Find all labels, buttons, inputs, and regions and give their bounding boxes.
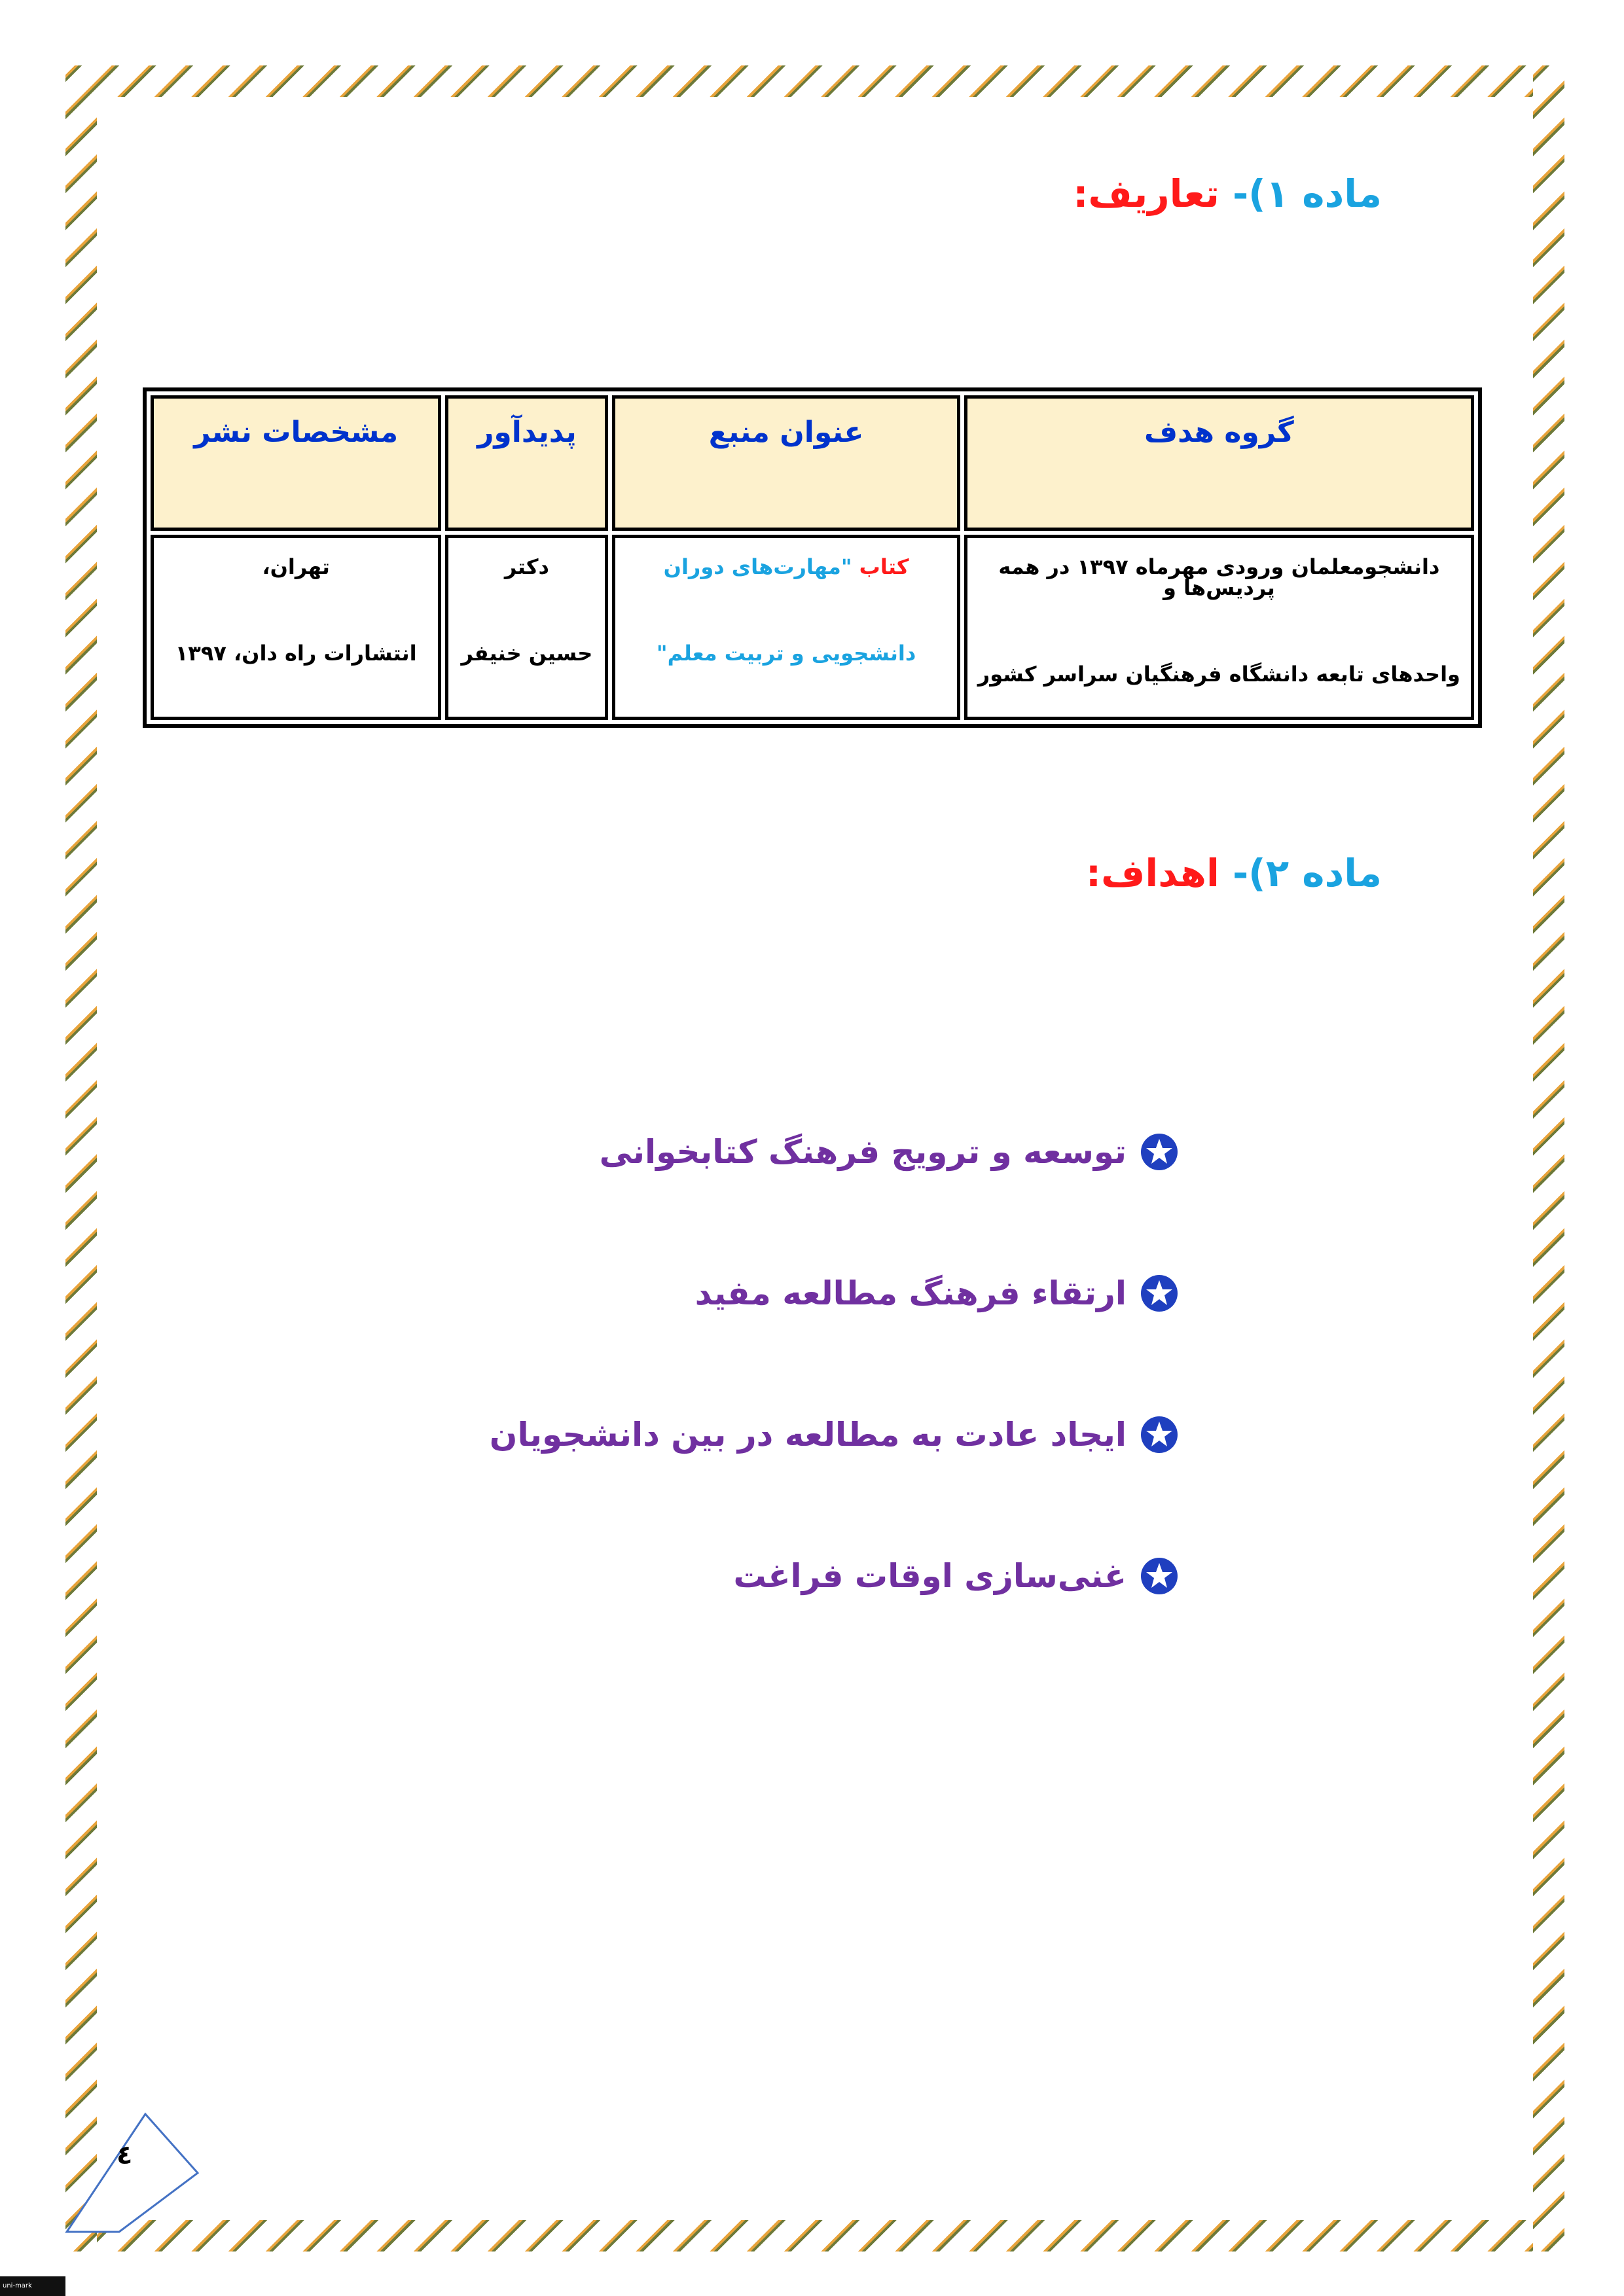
section1-title: تعاریف: <box>1073 171 1219 216</box>
goal-text: توسعه و ترویج فرهنگ کتابخوانی <box>599 1133 1127 1171</box>
goal-text: غنی‌سازی اوقات فراغت <box>733 1557 1127 1595</box>
source-title-line-1 <box>623 556 948 577</box>
list-item <box>490 1537 1179 1615</box>
source-title-line-2: دانشجویی و تربیت معلم" <box>656 641 916 666</box>
table-row <box>151 535 1474 720</box>
star-bullet-icon <box>1140 1556 1179 1596</box>
page-number: ٤ <box>117 2140 133 2170</box>
source-title-part-1: "مهارت‌های دوران <box>663 554 852 579</box>
page-border-top <box>65 65 1564 97</box>
section1-heading <box>1073 171 1382 216</box>
table-header-row <box>151 395 1474 531</box>
page-border-left <box>65 65 97 2251</box>
section1-number: ماده ۱)- <box>1219 171 1382 216</box>
cell-target-group <box>964 535 1474 720</box>
page-border-right <box>1533 65 1564 2251</box>
star-bullet-icon <box>1140 1274 1179 1313</box>
author-line-2: حسین خنیفر <box>461 641 593 666</box>
goal-text: ارتقاء فرهنگ مطالعه مفید <box>695 1274 1127 1312</box>
list-item <box>490 1113 1179 1191</box>
star-bullet-icon <box>1140 1132 1179 1172</box>
publication-line-2: انتشارات راه دان، ۱۳۹۷ <box>175 641 417 666</box>
list-item <box>490 1395 1179 1474</box>
section2-number: ماده ۲)- <box>1219 851 1382 895</box>
section2-heading <box>1086 851 1382 895</box>
header-publication: مشخصات نشر <box>151 395 441 531</box>
goals-list <box>490 1113 1179 1678</box>
section2-title: اهداف: <box>1085 851 1219 895</box>
target-group-line-2: واحدهای تابعه دانشگاه فرهنگیان سراسر کشور <box>977 662 1460 687</box>
source-title-prefix: کتاب <box>852 554 909 579</box>
footer-logo <box>0 2276 65 2296</box>
page-border-bottom <box>65 2220 1564 2251</box>
header-author: پدیدآور <box>445 395 608 531</box>
cell-source-title <box>612 535 960 720</box>
author-line-1: دکتر <box>504 554 549 579</box>
footer-logo-text: uni-mark <box>3 2282 32 2289</box>
publication-line-1: تهران، <box>262 554 330 579</box>
star-bullet-icon <box>1140 1415 1179 1454</box>
cell-author <box>445 535 608 720</box>
goal-text: ایجاد عادت به مطالعه در بین دانشجویان <box>489 1416 1127 1454</box>
source-table <box>143 387 1482 728</box>
header-target-group: گروه هدف <box>964 395 1474 531</box>
target-group-line-1: دانشجومعلمان ورودی مهرماه ۱۳۹۷ در همه پردیس‌ها و <box>998 554 1440 600</box>
page-number-shape <box>60 2108 204 2238</box>
list-item <box>490 1254 1179 1333</box>
cell-publication <box>151 535 441 720</box>
header-source-title: عنوان منبع <box>612 395 960 531</box>
